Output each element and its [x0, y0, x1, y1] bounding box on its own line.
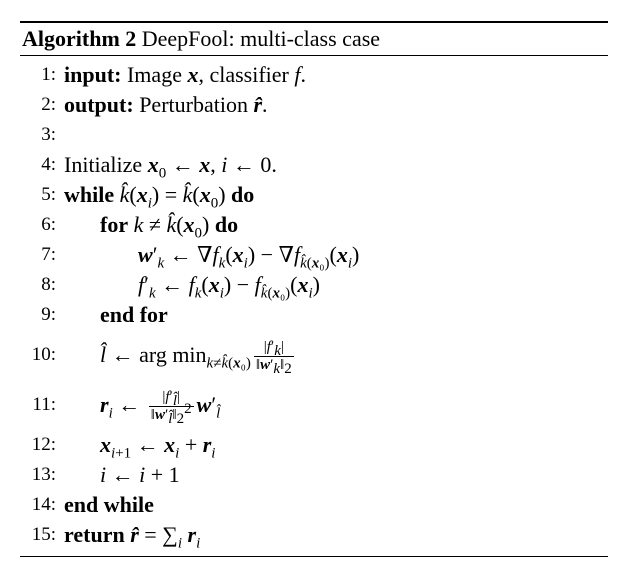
algo-line-11: [20, 380, 608, 430]
line-number: 12:: [31, 434, 56, 455]
line-number: 8:: [41, 274, 56, 295]
line-content: return r̂ = $\sum_i$ $r_i$: [64, 522, 201, 552]
keyword: do: [214, 212, 239, 237]
line-content: $r_i$ ← $\frac{|f'_{l̂}|}{‖w'_{l̂}‖_2^2}$ $w'_{l̂}$: [100, 389, 221, 428]
line-number: 13:: [31, 464, 56, 485]
line-content: while $k̂(x_i)$ = $k̂(x_0)$ do: [64, 182, 255, 212]
line-number: 3:: [41, 124, 56, 145]
algo-line-8: [20, 270, 608, 300]
algo-line-3: [20, 120, 608, 150]
keyword: do: [231, 182, 255, 207]
line-number: 2:: [41, 94, 56, 115]
algo-line-12: [20, 430, 608, 460]
line-number: 15:: [31, 524, 56, 545]
line-content: input: Image x, classifier f.: [64, 62, 306, 87]
line-number: 5:: [41, 184, 56, 205]
algo-line-2: [20, 90, 608, 120]
algorithm-title: DeepFool: multi-class case: [141, 26, 381, 51]
line-content: $x_{i+1}$ ← $x_i + r_i$: [100, 432, 216, 462]
line-number: 9:: [41, 304, 56, 325]
keyword: return: [64, 522, 125, 547]
algo-line-5: [20, 180, 608, 210]
line-content: $w'_k$ ← $\nabla f_k(x_i) - \nabla f_{k̂(x_0)}(x_i)$: [138, 242, 360, 272]
bottom-rule: [20, 556, 608, 557]
line-content: $f'_k$ ← $f_k(x_i) - f_{k̂(x_0)}(x_i)$: [138, 272, 320, 302]
keyword: output:: [64, 92, 134, 117]
line-content: l̂ ← arg $\min_{k\ne k̂(x_0)}$ $\frac{|f'_k|}{‖w'_k‖_2}$: [100, 339, 292, 378]
keyword: end for: [100, 302, 168, 327]
line-number: 7:: [41, 244, 56, 265]
algo-line-15: [20, 520, 608, 550]
line-number: 6:: [41, 214, 56, 235]
algorithm-block: [20, 21, 608, 557]
algo-line-6: [20, 210, 608, 240]
algo-line-14: [20, 490, 608, 520]
line-content: for $k \ne k̂(x_0)$ do: [100, 212, 239, 242]
line-content: output: Perturbation r̂.: [64, 92, 268, 117]
algorithm-header: [20, 23, 608, 55]
line-content: Initialize $x_0$ ← x, i ← 0.: [64, 152, 277, 182]
algo-line-7: [20, 240, 608, 270]
line-number: 1:: [41, 64, 56, 85]
algorithm-label: Algorithm 2: [22, 26, 137, 51]
algo-line-10: [20, 330, 608, 380]
line-number: 14:: [31, 494, 56, 515]
line-number: 4:: [41, 154, 56, 175]
keyword: for: [100, 212, 129, 237]
keyword: input:: [64, 62, 122, 87]
line-number: 11:: [32, 394, 56, 415]
keyword: while: [64, 182, 115, 207]
algo-line-1: [20, 60, 608, 90]
algo-line-4: [20, 150, 608, 180]
algo-line-13: [20, 460, 608, 490]
algo-line-9: [20, 300, 608, 330]
algorithm-lines: [20, 56, 608, 550]
keyword: end while: [64, 492, 154, 517]
line-number: 10:: [31, 344, 56, 365]
line-content: i ← i + 1: [100, 462, 180, 487]
